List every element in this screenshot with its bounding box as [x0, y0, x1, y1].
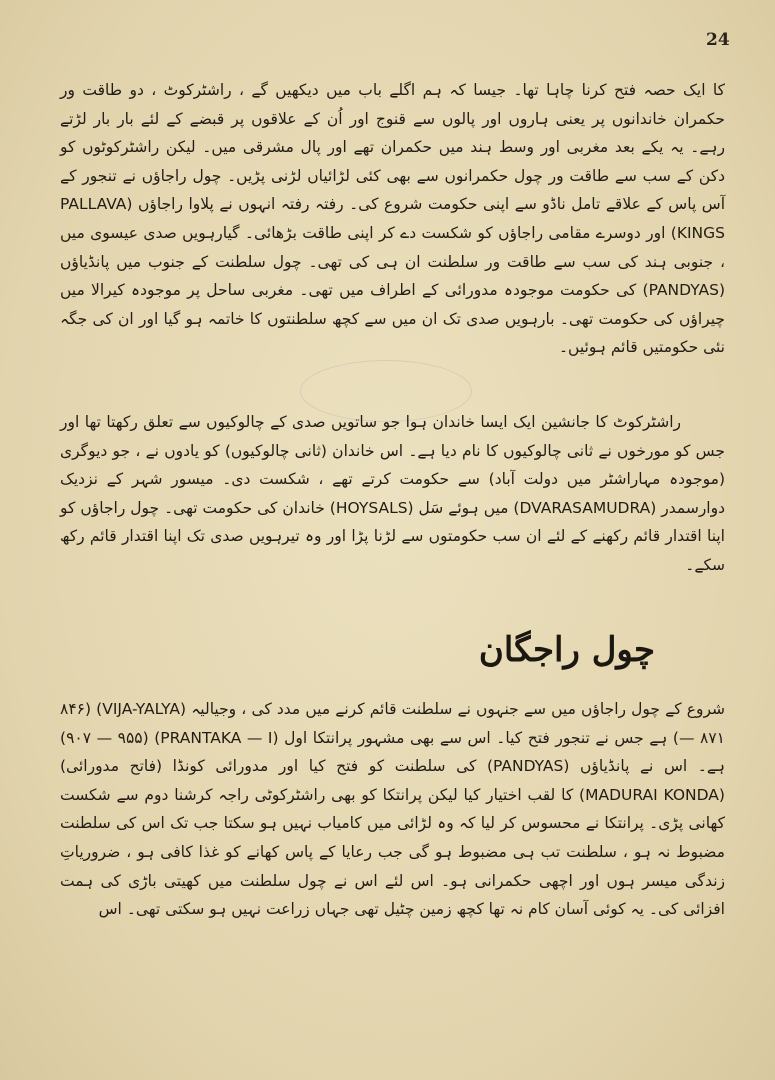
section-heading: چول راجگان — [478, 630, 655, 670]
page-number: 24 — [706, 30, 730, 50]
paragraph: کا ایک حصہ فتح کرنا چاہا تھا۔ جیسا کہ ہم اگلے باب میں دیکھیں گے ، راشٹرکوٹ ، دو طاقت ور حکمران خاندانوں پر یعنی ہاروں اور پالوں سے قنوج اور اُن کے علاقوں پر قبضے کے لئے بار بار لڑتے رہے۔ یہ یکے بعد مغربی اور وسط ہند میں حکمران تھے اور پال مشرقی میں۔ لیکن راشٹرکوٹوں کو دکن کے سب سے طاقت ور چول حکمرانوں سے بھی کئی لڑائیاں لڑنی پڑیں۔ چول راجاؤں نے تنجور کے آس پاس کے علاقے تامل ناڈو سے اپنی حکومت شروع کی۔ رفتہ رفتہ انہوں نے پلاوا راجاؤں (PALLAVA KINGS) اور دوسرے مقامی راجاؤں کو شکست دے کر اپنی طاقت بڑھائی۔ گیارہویں صدی عیسوی میں ، جنوبی ہند کی سب سے طاقت ور سلطنت ان ہی کی تھی۔ چول سلطنت کے جنوب میں پانڈیاؤں (PANDYAS) کی حکومت موجودہ مدورائی کے اطراف میں تھی۔ مغربی ساحل پر موجودہ کیرالا میں چیراؤں کی حکومت تھی۔ بارہویں صدی تک ان میں سے کچھ سلطنتوں کا خاتمہ ہو گیا اور ان کی جگہ نئی حکومتیں قائم ہوئیں۔ — [60, 81, 725, 357]
paragraph: راشٹرکوٹ کا جانشین ایک ایسا خاندان ہوا جو ساتویں صدی کے چالوکیوں سے تعلق رکھتا تھا اور جس کو مورخوں نے ثانی چالوکیوں کا نام دیا ہے۔ اس خاندان (ثانی چالوکیوں) کو یادوں نے ، جو دیوگری (موجودہ مہاراشٹر میں دولت آباد) سے حکومت کرتے تھے ، شکست دی۔ میسور شہر کے نزدیک دوارسمدر (DVARASAMUDRA) میں ہوئے سَل (HOYSALS) خاندان کی حکومت تھی۔ چول راجاؤں کو اپنا اقتدار قائم رکھنے کے لئے ان سب حکومتوں سے لڑنا پڑا اور وہ تیرہویں صدی تک اپنا اقتدار قائم رکھ سکے۔ — [60, 413, 726, 574]
text-block-successors — [60, 408, 725, 580]
text-block-chola-kings — [60, 695, 725, 924]
text-block-intro — [60, 76, 725, 362]
paragraph: شروع کے چول راجاؤں میں سے جنہوں نے سلطنت قائم کرنے میں مدد کی ، وجیالیہ (VIJA-YALYA) (۸۴۶ — ۸۷۱) ہے جس نے تنجور فتح کیا۔ اس سے بھی مشہور پرانتکا اول (PRANTAKA — I) (۹۰۷ — ۹۵۵) ہے۔ اس نے پانڈیاؤں (PANDYAS) کی سلطنت کو فتح کیا اور مدورائی کونڈا (فاتح مدورائی) (MADURAI KONDA) کا لقب اختیار کیا لیکن پرانتکا کو بھی راشٹرکوٹی راجہ کرشنا دوم سے شکست کھانی پڑی۔ پرانتکا نے محسوس کر لیا کہ وہ لڑائی میں کامیاب نہیں ہو سکتا جب تک اس کی سلطنت مضبوط نہ ہو ، سلطنت تب ہی مضبوط ہو گی جب رعایا کے پاس کھانے کو غذا کافی ہو ، ضروریاتِ زندگی میسر ہوں اور اچھی حکمرانی ہو۔ اس لئے اس نے چول سلطنت میں کھیتی باڑی کی ہمت افزائی کی۔ یہ کوئی آسان کام نہ تھا کچھ زمین چٹیل تھی جہاں زراعت نہیں ہو سکتی تھی۔ اس — [60, 700, 726, 919]
